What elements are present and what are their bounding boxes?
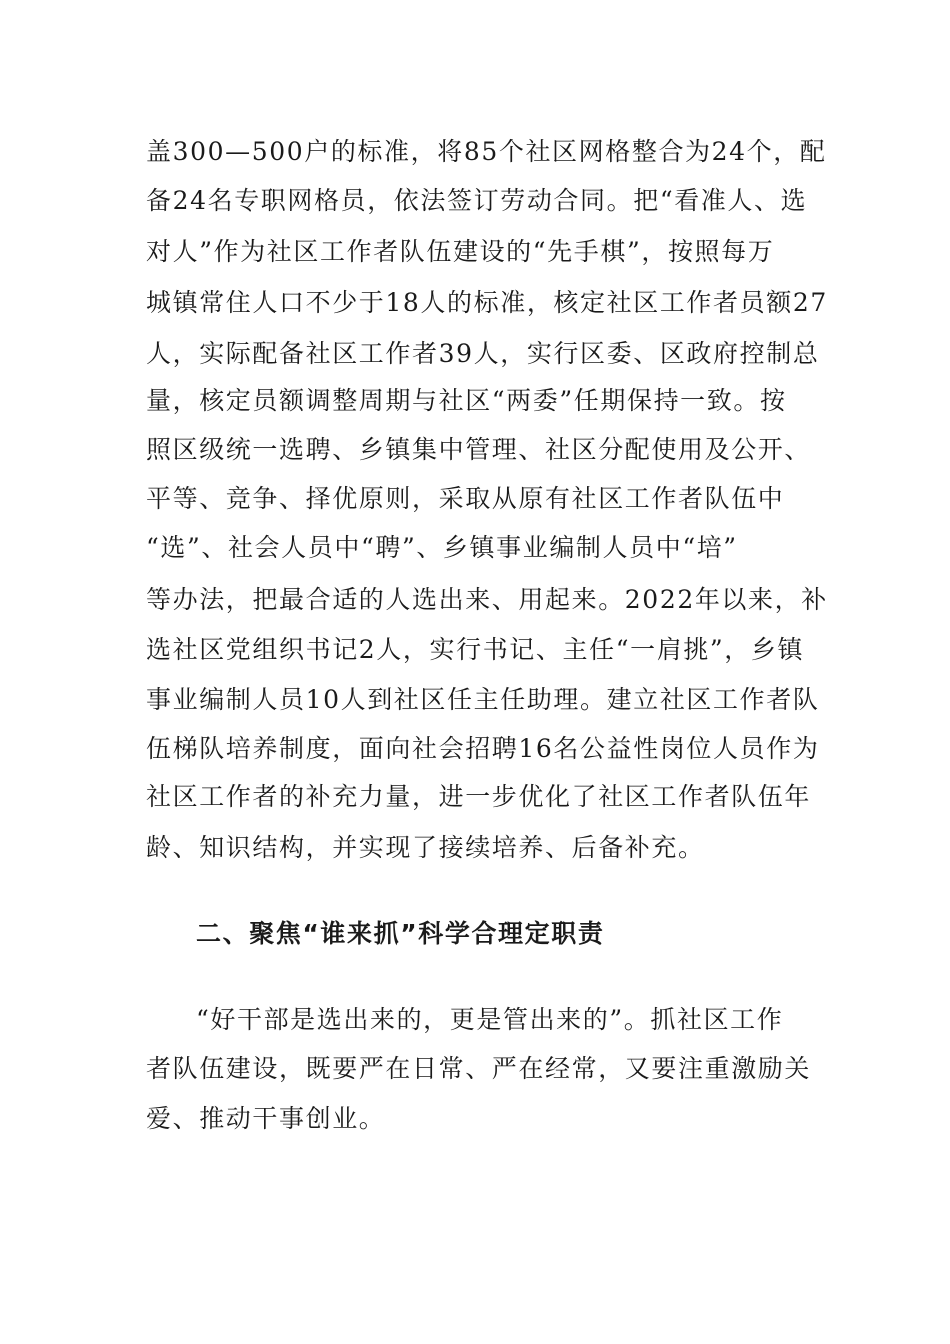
paragraph-line: 龄、知识结构，并实现了接续培养、后备补充。 — [146, 833, 705, 862]
paragraph-line: 等办法，把最合适的人选出来、用起来。2022年以来，补 — [146, 585, 828, 614]
paragraph-line: 事业编制人员10人到社区任主任助理。建立社区工作者队 — [146, 685, 820, 714]
paragraph-line: 盖300—500户的标准，将85个社区网格整合为24个，配 — [146, 137, 827, 166]
paragraph-line: 爱、推动干事创业。 — [146, 1104, 386, 1133]
paragraph-line: 平等、竞争、择优原则，采取从原有社区工作者队伍中 — [146, 484, 785, 513]
paragraph-line: 对人”作为社区工作者队伍建设的“先手棋”，按照每万 — [146, 237, 775, 266]
paragraph-line: 社区工作者的补充力量，进一步优化了社区工作者队伍年 — [146, 782, 812, 811]
paragraph-line: “好干部是选出来的，更是管出来的”。抓社区工作 — [196, 1005, 784, 1034]
paragraph-line: 照区级统一选聘、乡镇集中管理、社区分配使用及公开、 — [146, 435, 812, 464]
paragraph-line: 备24名专职网格员，依法签订劳动合同。把“看准人、选 — [146, 186, 808, 215]
paragraph-line: 伍梯队培养制度，面向社会招聘16名公益性岗位人员作为 — [146, 734, 820, 763]
paragraph-line: 者队伍建设，既要严在日常、严在经常，又要注重激励关 — [146, 1054, 812, 1083]
paragraph-line: 人，实际配备社区工作者39人，实行区委、区政府控制总 — [146, 339, 820, 368]
paragraph-line: 量，核定员额调整周期与社区“两委”任期保持一致。按 — [146, 386, 787, 415]
paragraph-line: 城镇常住人口不少于18人的标准，核定社区工作者员额27 — [146, 288, 828, 317]
paragraph-line: “选”、社会人员中“聘”、乡镇事业编制人员中“培” — [146, 533, 738, 562]
paragraph-line: 选社区党组织书记2人，实行书记、主任“一肩挑”，乡镇 — [146, 635, 805, 664]
section-heading: 二、聚焦“谁来抓”科学合理定职责 — [196, 919, 605, 948]
